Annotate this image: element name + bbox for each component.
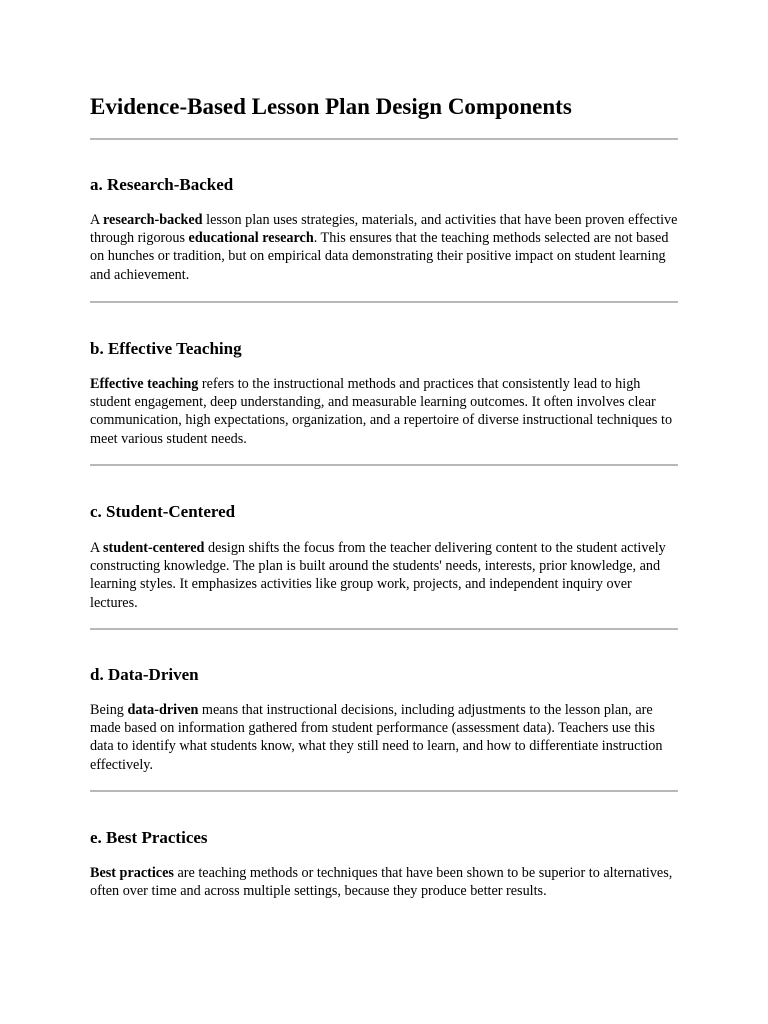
body-text-run: . This ensures that the teaching methods selected are not based on hunches or tradition, but on empirical data demonstrating their positive impact on student learning and achievement. — [90, 230, 669, 283]
section-body-student-centered — [90, 539, 680, 612]
body-text-run: A — [90, 540, 104, 556]
section-heading-best-practices: e. Best Practices — [90, 828, 208, 847]
section-heading-research-backed: a. Research-Backed — [90, 175, 234, 194]
body-text-run: design shifts the focus from the teacher delivering content to the student actively constructing knowledge. The plan is built around the students' needs, interests, prior knowledge, and learning styles. It emphasizes activities like group work, projects, and independent inquiry over lectures. — [90, 540, 666, 611]
emphasized-term: Effective teaching — [90, 376, 199, 392]
section-body-best-practices — [90, 864, 680, 900]
section-body-effective-teaching — [90, 375, 680, 448]
emphasized-term: Best practices — [90, 865, 174, 881]
body-text-run: means that instructional decisions, including adjustments to the lesson plan, are made based on information gathered from student performance (assessment data). Teachers use this data to identify what students know, what they still need to learn, and how to differentiate instruction effectively. — [90, 702, 663, 773]
section-heading-data-driven: d. Data-Driven — [90, 665, 199, 684]
body-text-run: Being — [90, 702, 128, 718]
body-text-run: lesson plan uses strategies, materials, and activities that have been proven effective through rigorous — [90, 212, 678, 247]
emphasized-term: student-centered — [103, 540, 205, 556]
section-divider — [90, 790, 678, 792]
page-title: Evidence-Based Lesson Plan Design Components — [90, 94, 572, 119]
section-heading-student-centered: c. Student-Centered — [90, 502, 236, 521]
emphasized-term: data-driven — [127, 702, 199, 718]
emphasized-term: research-backed — [103, 212, 203, 228]
section-body-data-driven — [90, 701, 680, 774]
section-heading-effective-teaching: b. Effective Teaching — [90, 339, 242, 358]
section-body-research-backed — [90, 211, 680, 284]
emphasized-term: educational research — [188, 230, 314, 247]
title-divider — [90, 138, 678, 140]
body-text-run: are teaching methods or techniques that have been shown to be superior to alternatives, often over time and across multiple settings, because they produce better results. — [90, 865, 673, 900]
body-text-run: refers to the instructional methods and practices that consistently lead to high student engagement, deep understanding, and measurable learning outcomes. It often involves clear communication, high expectations, organization, and a repertoire of diverse instructional techniques to meet various student needs. — [90, 376, 673, 447]
section-divider — [90, 301, 678, 303]
body-text-run: A — [90, 212, 104, 228]
section-divider — [90, 628, 678, 630]
section-divider — [90, 464, 678, 466]
